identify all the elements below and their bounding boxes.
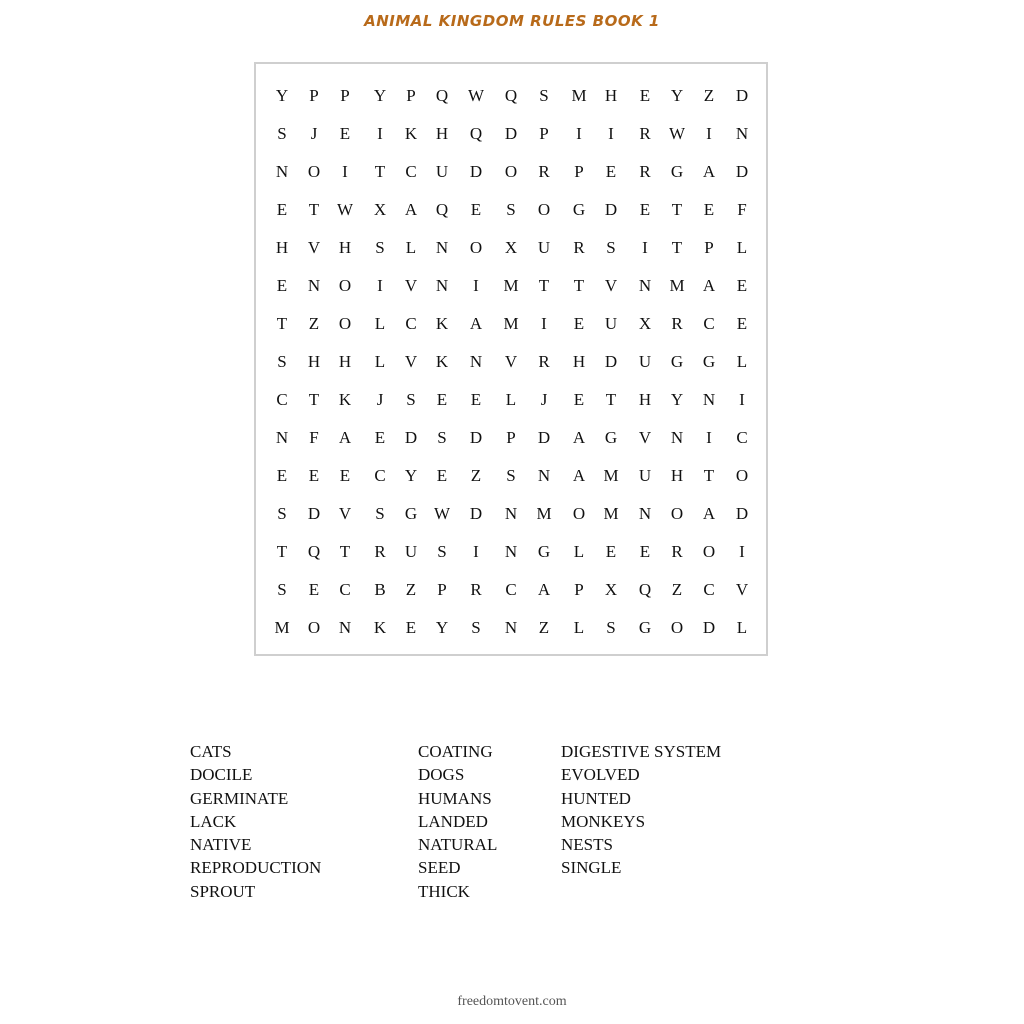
- grid-letter: L: [505, 390, 517, 409]
- grid-letter: G: [670, 162, 684, 181]
- grid-row: [256, 84, 766, 108]
- grid-letter: N: [638, 504, 652, 523]
- grid-letter: O: [670, 504, 684, 523]
- grid-letter: N: [435, 238, 449, 257]
- grid-row: [256, 578, 766, 602]
- grid-letter: N: [469, 352, 483, 371]
- grid-letter: G: [572, 200, 586, 219]
- grid-letter: I: [706, 428, 712, 447]
- grid-letter: R: [639, 162, 651, 181]
- grid-letter: C: [405, 314, 417, 333]
- grid-letter: I: [706, 124, 712, 143]
- grid-letter: A: [572, 428, 586, 447]
- grid-letter: V: [604, 276, 618, 295]
- grid-letter: P: [406, 86, 416, 105]
- word-search-grid: [254, 62, 768, 656]
- grid-letter: S: [277, 124, 287, 143]
- grid-row: [256, 464, 766, 488]
- grid-letter: E: [639, 86, 651, 105]
- grid-letter: E: [470, 200, 482, 219]
- grid-letter: I: [473, 542, 479, 561]
- grid-letter: N: [670, 428, 684, 447]
- word-list-column-1: [190, 740, 321, 903]
- grid-letter: O: [307, 618, 321, 637]
- grid-letter: S: [375, 504, 385, 523]
- word-list-item: NATIVE: [190, 835, 252, 855]
- grid-letter: D: [604, 200, 618, 219]
- grid-letter: V: [404, 276, 418, 295]
- grid-letter: A: [572, 466, 586, 485]
- grid-letter: U: [638, 466, 652, 485]
- word-list-item: DOGS: [418, 765, 465, 785]
- grid-row: [256, 274, 766, 298]
- grid-letter: X: [604, 580, 618, 599]
- grid-letter: M: [274, 618, 290, 637]
- grid-letter: V: [404, 352, 418, 371]
- word-list-item: COATING: [418, 742, 493, 761]
- grid-letter: T: [339, 542, 351, 561]
- grid-letter: D: [504, 124, 518, 143]
- grid-letter: E: [276, 200, 288, 219]
- word-list-item: HUNTED: [561, 788, 631, 808]
- grid-letter: E: [339, 124, 351, 143]
- grid-letter: S: [277, 352, 287, 371]
- grid-letter: P: [437, 580, 447, 599]
- word-list-item: HUMANS: [418, 788, 492, 808]
- grid-letter: Z: [470, 466, 482, 485]
- grid-letter: L: [573, 618, 585, 637]
- grid-letter: A: [537, 580, 551, 599]
- grid-letter: Q: [469, 124, 483, 143]
- word-list-item: DIGESTIVE SYSTEM: [561, 742, 722, 761]
- grid-letter: R: [671, 314, 683, 333]
- grid-letter: O: [338, 276, 352, 295]
- grid-letter: Y: [435, 618, 449, 637]
- grid-letter: N: [504, 542, 518, 561]
- grid-letter: T: [703, 466, 715, 485]
- grid-letter: T: [671, 200, 683, 219]
- grid-letter: H: [338, 238, 352, 257]
- grid-letter: O: [469, 238, 483, 257]
- grid-letter: F: [737, 200, 747, 219]
- grid-letter: E: [308, 580, 320, 599]
- grid-letter: I: [576, 124, 582, 143]
- grid-letter: G: [537, 542, 551, 561]
- grid-letter: X: [504, 238, 518, 257]
- word-list-item: GERMINATE: [190, 788, 289, 808]
- grid-letter: E: [374, 428, 386, 447]
- word-list-item: SPROUT: [190, 881, 256, 901]
- grid-letter: R: [573, 238, 585, 257]
- grid-letter: G: [702, 352, 716, 371]
- grid-letter: N: [275, 162, 289, 181]
- grid-letter: X: [373, 200, 387, 219]
- grid-letter: E: [639, 200, 651, 219]
- grid-letter: I: [473, 276, 479, 295]
- grid-letter: I: [739, 390, 745, 409]
- grid-letter: E: [276, 466, 288, 485]
- grid-letter: E: [436, 466, 448, 485]
- grid-letter: T: [374, 162, 386, 181]
- grid-letter: I: [377, 124, 383, 143]
- grid-letter: L: [736, 352, 748, 371]
- grid-letter: Y: [670, 390, 684, 409]
- grid-row: [256, 122, 766, 146]
- grid-letter: D: [307, 504, 321, 523]
- grid-row: [256, 426, 766, 450]
- grid-letter: T: [671, 238, 683, 257]
- grid-letter: A: [469, 314, 483, 333]
- grid-letter: M: [503, 276, 519, 295]
- grid-row: [256, 540, 766, 564]
- grid-letter: Q: [435, 200, 449, 219]
- grid-letter: N: [338, 618, 352, 637]
- grid-letter: U: [537, 238, 551, 257]
- grid-letter: V: [735, 580, 749, 599]
- grid-letter: M: [571, 86, 587, 105]
- grid-letter: I: [608, 124, 614, 143]
- grid-letter: N: [504, 504, 518, 523]
- grid-letter: M: [669, 276, 685, 295]
- grid-letter: X: [638, 314, 652, 333]
- grid-row: [256, 236, 766, 260]
- grid-letter: L: [405, 238, 417, 257]
- grid-letter: P: [574, 162, 584, 181]
- grid-letter: T: [538, 276, 550, 295]
- grid-letter: C: [703, 314, 715, 333]
- word-list-column-3: [561, 740, 721, 880]
- word-list-item: CATS: [190, 742, 232, 761]
- word-list-item: EVOLVED: [561, 765, 640, 785]
- grid-letter: O: [504, 162, 518, 181]
- grid-letter: O: [670, 618, 684, 637]
- word-list-item: LANDED: [418, 811, 488, 831]
- grid-letter: S: [471, 618, 481, 637]
- grid-letter: M: [603, 466, 619, 485]
- grid-letter: C: [339, 580, 351, 599]
- grid-letter: N: [735, 124, 749, 143]
- grid-letter: O: [307, 162, 321, 181]
- grid-letter: E: [573, 390, 585, 409]
- grid-letter: C: [276, 390, 288, 409]
- grid-letter: V: [638, 428, 652, 447]
- grid-letter: D: [735, 504, 749, 523]
- grid-letter: S: [406, 390, 416, 409]
- grid-letter: H: [670, 466, 684, 485]
- grid-letter: M: [603, 504, 619, 523]
- grid-letter: Z: [538, 618, 550, 637]
- grid-letter: D: [537, 428, 551, 447]
- grid-letter: Y: [670, 86, 684, 105]
- grid-letter: N: [537, 466, 551, 485]
- grid-row: [256, 388, 766, 412]
- grid-letter: L: [374, 352, 386, 371]
- grid-letter: V: [307, 238, 321, 257]
- grid-letter: G: [638, 618, 652, 637]
- grid-letter: R: [671, 542, 683, 561]
- grid-letter: K: [435, 314, 449, 333]
- grid-letter: I: [642, 238, 648, 257]
- word-list-item: THICK: [418, 881, 470, 901]
- grid-letter: H: [572, 352, 586, 371]
- grid-letter: H: [338, 352, 352, 371]
- puzzle-title: ANIMAL KINGDOM RULES BOOK 1: [364, 12, 660, 30]
- grid-letter: E: [573, 314, 585, 333]
- grid-letter: S: [539, 86, 549, 105]
- grid-letter: D: [469, 428, 483, 447]
- grid-letter: H: [275, 238, 289, 257]
- grid-letter: U: [638, 352, 652, 371]
- grid-letter: N: [504, 618, 518, 637]
- grid-letter: G: [670, 352, 684, 371]
- grid-letter: H: [638, 390, 652, 409]
- grid-letter: L: [573, 542, 585, 561]
- grid-letter: E: [703, 200, 715, 219]
- grid-letter: V: [504, 352, 518, 371]
- grid-letter: P: [704, 238, 714, 257]
- grid-letter: S: [506, 466, 516, 485]
- grid-letter: O: [702, 542, 716, 561]
- grid-letter: C: [374, 466, 386, 485]
- grid-row: [256, 616, 766, 640]
- grid-letter: T: [308, 200, 320, 219]
- footer-website: freedomtovent.com: [457, 994, 567, 1009]
- grid-row: [256, 198, 766, 222]
- grid-letter: Z: [308, 314, 320, 333]
- grid-letter: K: [435, 352, 449, 371]
- grid-letter: Y: [373, 86, 387, 105]
- grid-row: [256, 350, 766, 374]
- word-list-item: SEED: [418, 858, 461, 878]
- grid-letter: S: [437, 428, 447, 447]
- grid-letter: R: [639, 124, 651, 143]
- grid-letter: N: [435, 276, 449, 295]
- grid-letter: P: [340, 86, 350, 105]
- grid-letter: C: [703, 580, 715, 599]
- grid-letter: P: [539, 124, 549, 143]
- word-list-item: NESTS: [561, 835, 613, 855]
- grid-letter: A: [338, 428, 352, 447]
- word-list-item: NATURAL: [418, 835, 498, 855]
- grid-letter: O: [537, 200, 551, 219]
- grid-letter: B: [374, 580, 386, 599]
- grid-letter: D: [702, 618, 716, 637]
- grid-letter: W: [668, 124, 686, 143]
- grid-letter: J: [540, 390, 548, 409]
- grid-letter: N: [702, 390, 716, 409]
- grid-letter: A: [702, 276, 716, 295]
- grid-letter: T: [605, 390, 617, 409]
- grid-letter: R: [470, 580, 482, 599]
- grid-letter: S: [375, 238, 385, 257]
- grid-letter: E: [736, 314, 748, 333]
- grid-letter: I: [541, 314, 547, 333]
- grid-letter: E: [308, 466, 320, 485]
- grid-letter: T: [276, 542, 288, 561]
- grid-letter: W: [467, 86, 485, 105]
- grid-letter: P: [574, 580, 584, 599]
- grid-letter: T: [276, 314, 288, 333]
- grid-letter: U: [604, 314, 618, 333]
- grid-letter: S: [277, 504, 287, 523]
- grid-letter: W: [433, 504, 451, 523]
- grid-letter: E: [605, 162, 617, 181]
- grid-letter: G: [604, 428, 618, 447]
- grid-letter: A: [702, 504, 716, 523]
- grid-letter: S: [437, 542, 447, 561]
- grid-letter: H: [307, 352, 321, 371]
- grid-letter: S: [277, 580, 287, 599]
- grid-letter: E: [736, 276, 748, 295]
- grid-letter: D: [469, 162, 483, 181]
- grid-row: [256, 502, 766, 526]
- grid-letter: Q: [638, 580, 652, 599]
- grid-letter: P: [309, 86, 319, 105]
- word-list-item: DOCILE: [190, 765, 253, 785]
- grid-letter: H: [604, 86, 618, 105]
- grid-letter: I: [342, 162, 348, 181]
- grid-letter: E: [276, 276, 288, 295]
- grid-letter: D: [604, 352, 618, 371]
- grid-letter: R: [538, 162, 550, 181]
- grid-letter: N: [307, 276, 321, 295]
- grid-letter: C: [505, 580, 517, 599]
- grid-letter: T: [573, 276, 585, 295]
- grid-letter: F: [309, 428, 319, 447]
- grid-letter: M: [503, 314, 519, 333]
- grid-letter: J: [376, 390, 384, 409]
- grid-letter: D: [469, 504, 483, 523]
- grid-letter: D: [735, 86, 749, 105]
- grid-letter: U: [435, 162, 449, 181]
- grid-letter: O: [338, 314, 352, 333]
- grid-letter: H: [435, 124, 449, 143]
- grid-letter: D: [735, 162, 749, 181]
- grid-letter: E: [605, 542, 617, 561]
- grid-letter: E: [639, 542, 651, 561]
- grid-letter: O: [735, 466, 749, 485]
- grid-letter: M: [536, 504, 552, 523]
- grid-letter: Q: [504, 86, 518, 105]
- grid-letter: A: [404, 200, 418, 219]
- grid-letter: Z: [671, 580, 683, 599]
- grid-letter: T: [308, 390, 320, 409]
- grid-letter: A: [702, 162, 716, 181]
- grid-letter: S: [506, 200, 516, 219]
- grid-letter: P: [506, 428, 516, 447]
- grid-letter: S: [606, 618, 616, 637]
- grid-letter: L: [736, 238, 748, 257]
- grid-letter: K: [373, 618, 387, 637]
- grid-letter: N: [638, 276, 652, 295]
- grid-letter: E: [436, 390, 448, 409]
- grid-letter: E: [339, 466, 351, 485]
- grid-letter: U: [404, 542, 418, 561]
- grid-letter: L: [736, 618, 748, 637]
- word-list-column-2: [418, 740, 497, 903]
- grid-letter: C: [405, 162, 417, 181]
- grid-row: [256, 160, 766, 184]
- grid-letter: R: [538, 352, 550, 371]
- grid-letter: Z: [703, 86, 715, 105]
- grid-letter: D: [404, 428, 418, 447]
- grid-letter: L: [374, 314, 386, 333]
- grid-letter: I: [739, 542, 745, 561]
- grid-letter: K: [338, 390, 352, 409]
- grid-letter: W: [336, 200, 354, 219]
- grid-letter: Y: [404, 466, 418, 485]
- grid-letter: G: [404, 504, 418, 523]
- grid-row: [256, 312, 766, 336]
- grid-letter: E: [470, 390, 482, 409]
- grid-letter: J: [310, 124, 318, 143]
- grid-letter: S: [606, 238, 616, 257]
- grid-letter: Q: [435, 86, 449, 105]
- word-list-item: SINGLE: [561, 858, 622, 878]
- grid-letter: O: [572, 504, 586, 523]
- word-list-item: REPRODUCTION: [190, 858, 322, 878]
- grid-letter: V: [338, 504, 352, 523]
- word-list-item: LACK: [190, 811, 237, 831]
- grid-letter: Z: [405, 580, 417, 599]
- word-list-item: MONKEYS: [561, 811, 646, 831]
- grid-letter: Q: [307, 542, 321, 561]
- grid-letter: I: [377, 276, 383, 295]
- grid-letter: K: [404, 124, 418, 143]
- grid-letter: Y: [275, 86, 289, 105]
- grid-letter: R: [374, 542, 386, 561]
- grid-letter: E: [405, 618, 417, 637]
- grid-letter: C: [736, 428, 748, 447]
- grid-letter: N: [275, 428, 289, 447]
